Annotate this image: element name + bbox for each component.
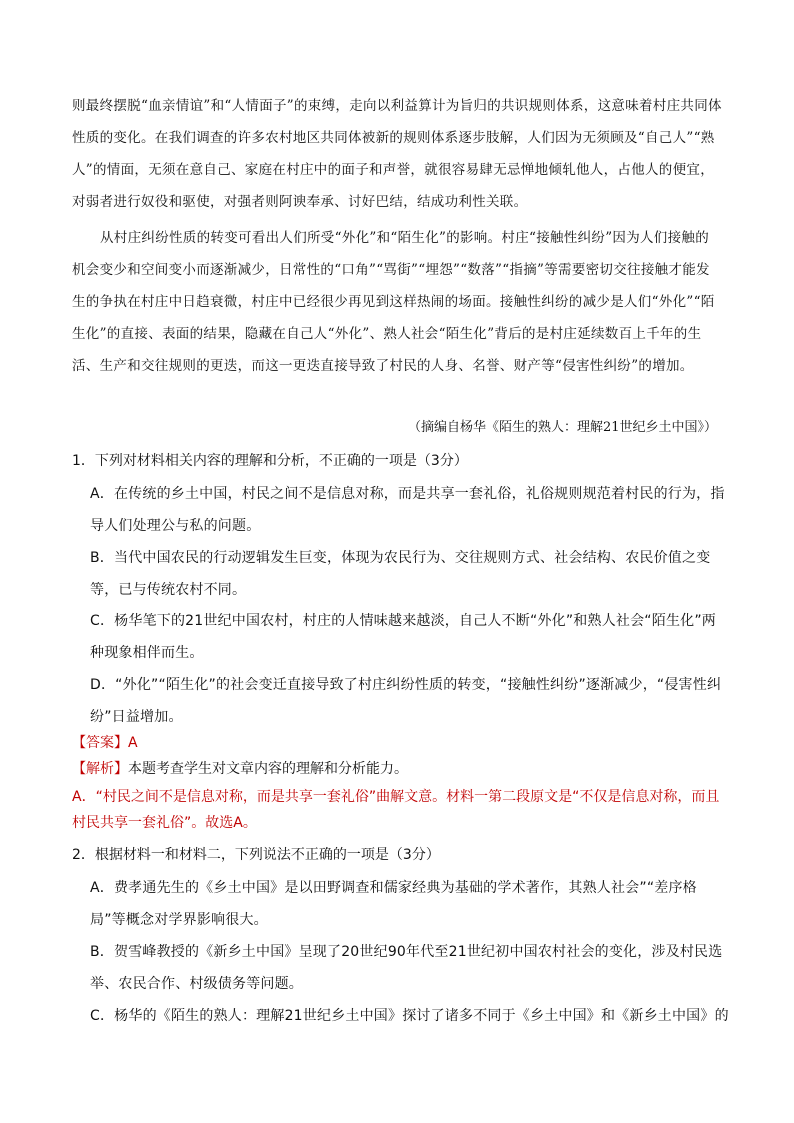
analysis-explanation-choice: A (233, 815, 243, 831)
analysis-tag: 【解析】 (72, 761, 128, 777)
passage-paragraph-1: 则最终摆脱“血亲情谊”和“人情面子”的束缚，走向以利益算计为旨归的共识规则体系，这意味着村庄共同体性质的变化。在我们调查的许多农村地区共同体被新的规则体系逐步肢解，人们因为无须顾及“自己人”“熟人”的情面，无须在意自己、家庭在村庄中的面子和声誉，就很容易肆无忌惮地倾轧他人，占他人的便宜，对弱者进行奴役和驱使，对强者则阿谀奉承、讨好巴结，结成功利性关联。 (72, 98, 722, 210)
analysis-explanation-text: A．“村民之间不是信息对称，而是共享一套礼俗”曲解文意。材料一第二段原文是“不仅是信息对称，而且村民共享一套礼俗”。故选 (72, 789, 720, 831)
passage-source: （摘编自杨华《陌生的熟人：理解21世纪乡土中国》） (407, 420, 717, 435)
answer-value: A (128, 735, 138, 751)
analysis-explanation (72, 784, 727, 836)
answer-line (72, 730, 732, 756)
question-1-option-b: B．当代中国农民的行动逻辑发生巨变，体现为农民行为、交往规则方式、社会结构、农民价值之变等，已与传统农村不同。 (90, 550, 711, 598)
analysis-line (72, 756, 732, 782)
passage-paragraph-2: 从村庄纠纷性质的转变可看出人们所受“外化”和“陌生化”的影响。村庄“接触性纠纷”因为人们接触的机会变少和空间变小而逐渐减少，日常性的“口角”“骂街”“埋怨”“数落”“指摘”等需要密切交往接触才能发生的争执在村庄中日趋衰微，村庄中已经很少再见到这样热闹的场面。接触性纠纷的减少是人们“外化”“陌生化”的直接、表面的结果，隐藏在自己人“外化”、熟人社会“陌生化”背后的是村庄延续数百上千年的生活、生产和交往规则的更迭，而这一更迭直接导致了村民的人身、名誉、财产等“侵害性纠纷”的增加。 (72, 230, 715, 374)
answer-tag: 【答案】 (72, 735, 128, 751)
question-2-option-a: A．费孝通先生的《乡土中国》是以田野调查和儒家经典为基础的学术著作，其熟人社会”“差序格局”等概念对学界影响很大。 (90, 880, 697, 928)
question-2-option-c: C．杨华的《陌生的熟人：理解21世纪乡土中国》探讨了诸多不同于《乡土中国》和《新乡土中国》的 (90, 1008, 729, 1024)
question-1-option-a: A．在传统的乡土中国，村民之间不是信息对称，而是共享一套礼俗，礼俗规则规范着村民的行为，指导人们处理公与私的问题。 (90, 486, 725, 534)
question-1-stem: 1．下列对材料相关内容的理解和分析，不正确的一项是（3分） (72, 453, 468, 469)
question-2-option-b: B．贺雪峰教授的《新乡土中国》呈现了20世纪90年代至21世纪初中国农村社会的变化，涉及村民选举、农民合作、村级债务等问题。 (90, 944, 723, 992)
question-2-stem: 2．根据材料一和材料二，下列说法不正确的一项是（3分） (72, 847, 440, 863)
analysis-explanation-end: 。 (242, 815, 257, 831)
analysis-text: 本题考查学生对文章内容的理解和分析能力。 (128, 761, 408, 777)
question-1-option-d: D．“外化”“陌生化”的社会变迁直接导致了村庄纠纷性质的转变，“接触性纠纷”逐渐减少，“侵害性纠纷”日益增加。 (90, 677, 722, 725)
question-1-option-c: C．杨华笔下的21世纪中国农村，村庄的人情味越来越淡，自己人不断“外化”和熟人社会“陌生化”两种现象相伴而生。 (90, 613, 716, 661)
